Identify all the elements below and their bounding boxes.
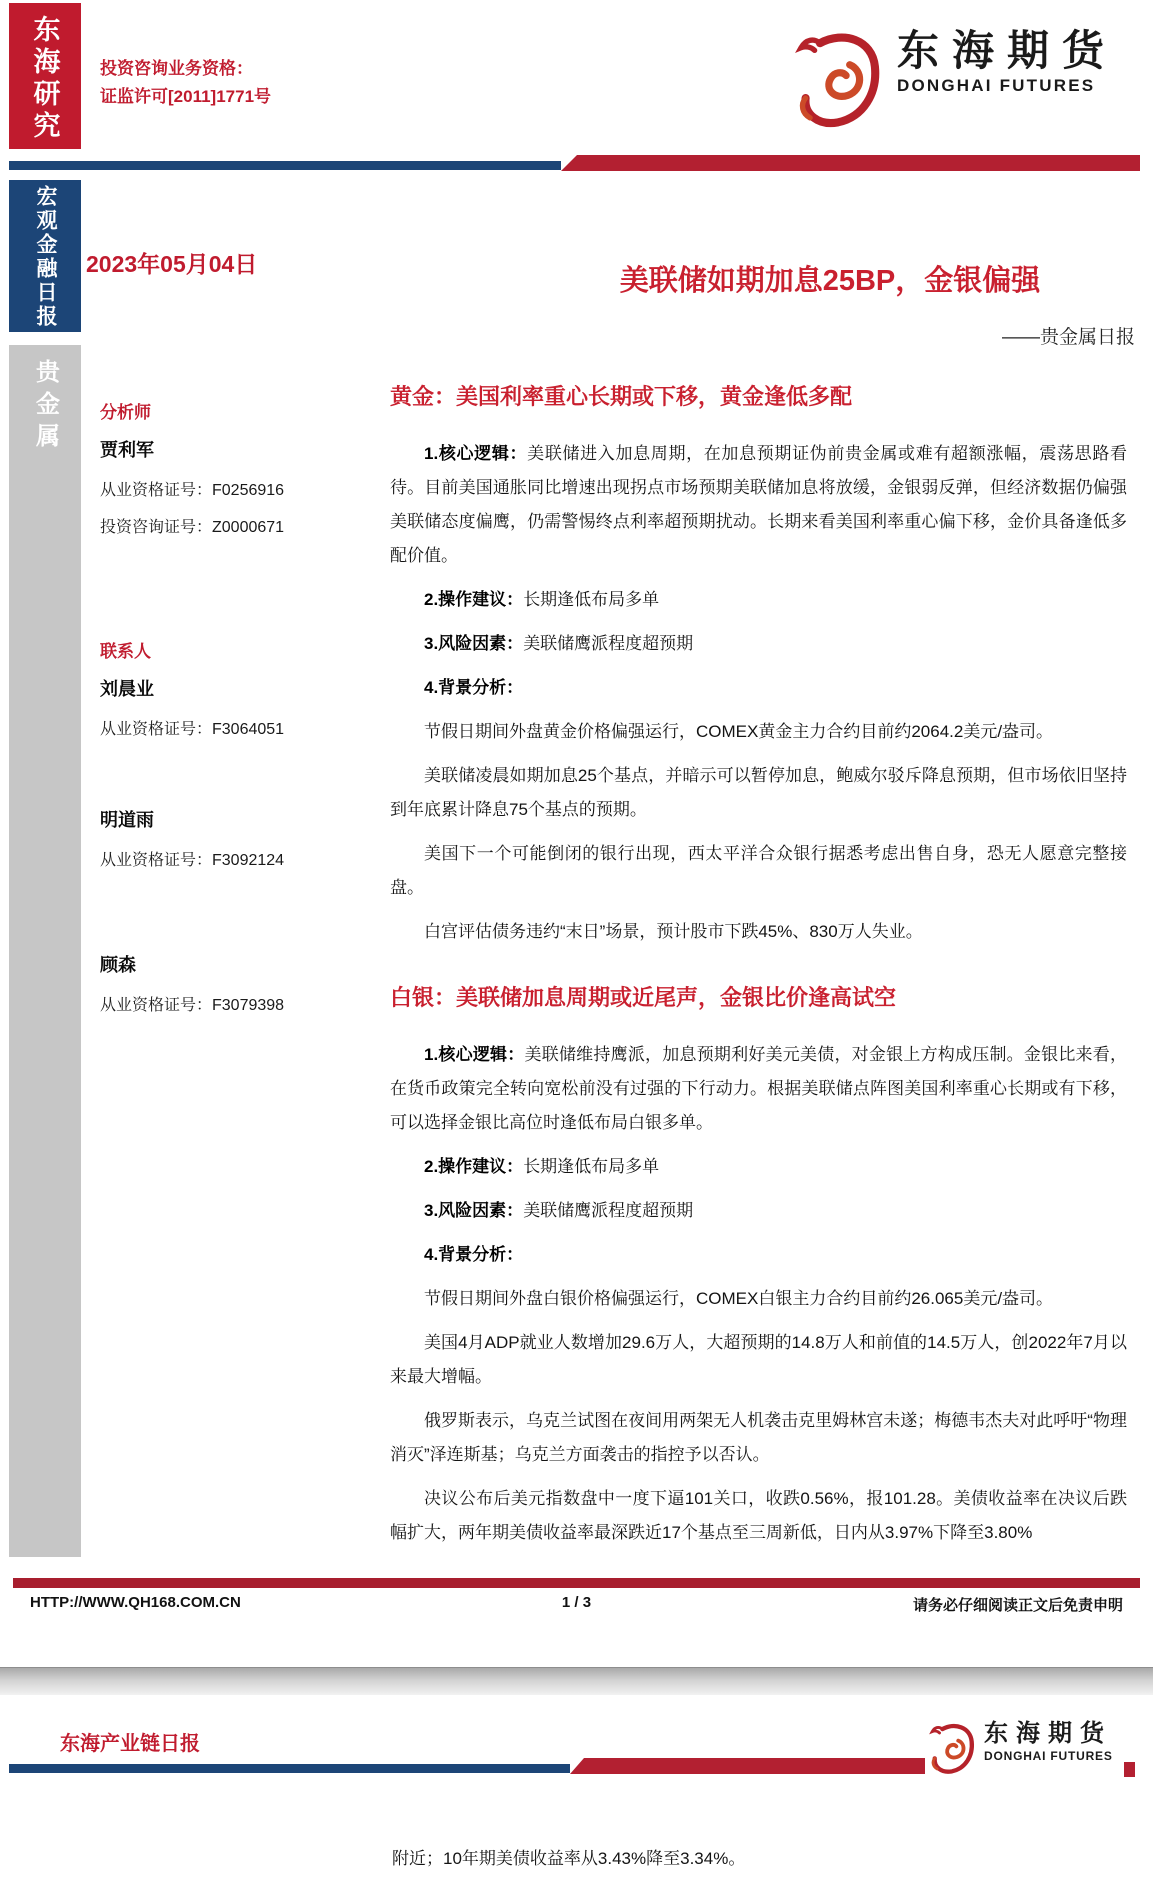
contact-name-0: 刘晨业 <box>100 679 154 699</box>
contact-name-2: 顾森 <box>100 955 136 975</box>
silver-core-logic-text: 美联储维持鹰派，加息预期利好美元美债，对金银上方构成压制。金银比来看，在货币政策完全转向宽松前没有过强的下行动力。根据美联储点阵图美国利率重心长期或有下移，可以选择金银比高位时逢低布局白银多单。 <box>390 1045 1127 1132</box>
gold-core-logic-text: 美联储进入加息周期，在加息预期证伪前贵金属或难有超额涨幅，震荡思路看待。目前美国通胀同比增速出现拐点市场预期美联储加息将放缓，金银弱反弹，但经济数据仍偏强美联储态度偏鹰，仍需警惕终点利率超预期扰动。长期来看美国利率重心偏下移，金价具备逢低多配价值。 <box>390 444 1127 565</box>
gold-section-heading: 黄金：美国利率重心长期或下移，黄金逢低多配 <box>390 384 853 409</box>
gold-risk-text: 美联储鹰派程度超预期 <box>523 634 694 653</box>
page2-continuation-text: 附近；10年期美债收益率从3.43%降至3.34%。 <box>392 1849 746 1868</box>
silver-background-para-3: 俄罗斯表示，乌克兰试图在夜间用两架无人机袭击克里姆林宫未遂；梅德韦杰夫对此呼吁“物理消灭”泽连斯基；乌克兰方面袭击的指控予以否认。 <box>390 1411 1127 1464</box>
silver-advice-text: 长期逢低布局多单 <box>523 1157 660 1176</box>
research-banner <box>9 3 81 149</box>
report-title: 美联储如期加息25BP，金银偏强 <box>619 265 1041 297</box>
footer <box>0 1594 1153 1618</box>
gold-risk <box>390 627 1127 661</box>
dragon-logo-icon <box>928 1720 976 1783</box>
silver-advice-label: 2.操作建议： <box>424 1157 524 1176</box>
silver-background-para-2: 美国4月ADP就业人数增加29.6万人，大超预期的14.8万人和前值的14.5万人，创2022年7月以来最大增幅。 <box>390 1333 1127 1386</box>
header-rule-red <box>561 155 1140 171</box>
gold-advice <box>390 583 1127 617</box>
gold-core-logic <box>390 437 1127 573</box>
analyst-cert-2: 投资咨询证号：Z0000671 <box>100 519 285 536</box>
gold-background-para-4: 白宫评估债务违约“末日”场景，预计股市下跌45%、830万人失业。 <box>424 922 923 941</box>
silver-core-logic-label: 1.核心逻辑： <box>424 1045 525 1064</box>
analyst-label: 分析师 <box>100 403 151 422</box>
gold-advice-label: 2.操作建议： <box>424 590 524 609</box>
silver-core-logic <box>390 1038 1127 1140</box>
silver-background-para-1: 节假日期间外盘白银价格偏强运行，COMEX白银主力合约目前约26.065美元/盎司。 <box>424 1289 1054 1308</box>
silver-background-label-row <box>390 1238 1127 1272</box>
page-number: 1 / 3 <box>561 1594 592 1611</box>
report-subtitle: ——贵金属日报 <box>1001 327 1135 348</box>
gold-advice-text: 长期逢低布局多单 <box>523 590 660 609</box>
logo-english-name: DONGHAI FUTURES <box>897 76 1096 96</box>
page2-rule-blue <box>9 1764 570 1773</box>
contact-block <box>100 951 385 1029</box>
category-banner-label: 宏观金融日报 <box>34 185 57 329</box>
logo-chinese-name: 东海期货 <box>897 27 1118 74</box>
company-logo-page2 <box>928 1720 1113 1783</box>
metal-banner <box>9 345 81 1557</box>
qualification-line1: 投资咨询业务资格： <box>100 59 253 78</box>
gold-core-logic-label: 1.核心逻辑： <box>424 444 528 463</box>
gold-background-para-1: 节假日期间外盘黄金价格偏强运行，COMEX黄金主力合约目前约2064.2美元/盎司。 <box>424 722 1054 741</box>
silver-background-para-4: 决议公布后美元指数盘中一度下逼101关口，收跌0.56%，报101.28。美债收益率在决议后跌幅扩大，两年期美债收益率最深跌近17个基点至三周新低，日内从3.97%下降至3.80% <box>390 1489 1127 1542</box>
contact-block <box>100 637 385 753</box>
contact-label: 联系人 <box>100 642 151 661</box>
analyst-name: 贾利军 <box>100 440 154 460</box>
page-separator <box>0 1667 1153 1695</box>
gold-background-label-row <box>390 671 1127 705</box>
page2-header-title: 东海产业链日报 <box>60 1733 200 1755</box>
page2-rule-end-tick <box>1124 1762 1135 1777</box>
research-banner-label: 东海研究 <box>29 15 60 143</box>
report-body <box>390 380 1127 1560</box>
analyst-block <box>100 398 385 551</box>
logo-english-name: DONGHAI FUTURES <box>984 1748 1113 1763</box>
contact-block <box>100 806 385 884</box>
gold-risk-label: 3.风险因素： <box>424 634 524 653</box>
page2-rule-red <box>570 1758 925 1774</box>
silver-risk-label: 3.风险因素： <box>424 1201 524 1220</box>
metal-banner-label: 贵金属 <box>31 359 59 455</box>
analyst-cert-1: 从业资格证号：F0256916 <box>100 482 285 499</box>
qualification-line2: 证监许可[2011]1771号 <box>100 87 272 106</box>
silver-advice <box>390 1150 1127 1184</box>
contact-cert-1: 从业资格证号：F3092124 <box>100 852 285 869</box>
dragon-logo-icon <box>793 28 883 138</box>
category-banner <box>9 180 81 332</box>
footer-rule <box>13 1578 1140 1588</box>
silver-background-label: 4.背景分析： <box>424 1245 524 1264</box>
contact-name-1: 明道雨 <box>100 810 154 830</box>
silver-risk <box>390 1194 1127 1228</box>
contact-cert-2: 从业资格证号：F3079398 <box>100 997 285 1014</box>
footer-website-link[interactable]: HTTP://WWW.QH168.COM.CN <box>30 1594 241 1611</box>
company-logo <box>793 28 1117 138</box>
gold-background-para-3: 美国下一个可能倒闭的银行出现，西太平洋合众银行据悉考虑出售自身，恐无人愿意完整接盘。 <box>390 844 1127 897</box>
contact-cert-0: 从业资格证号：F3064051 <box>100 721 285 738</box>
header-rule-blue <box>9 161 561 170</box>
qualification-notice <box>100 55 271 111</box>
gold-background-label: 4.背景分析： <box>424 678 524 697</box>
footer-disclaimer: 请务必仔细阅读正文后免责申明 <box>912 1597 1123 1614</box>
gold-background-para-2: 美联储凌晨如期加息25个基点，并暗示可以暂停加息，鲍威尔驳斥降息预期，但市场依旧坚持到年底累计降息75个基点的预期。 <box>390 766 1127 819</box>
report-date: 2023年05月04日 <box>86 251 258 277</box>
logo-chinese-name: 东海期货 <box>984 1720 1112 1747</box>
silver-risk-text: 美联储鹰派程度超预期 <box>523 1201 694 1220</box>
silver-section-heading: 白银：美联储加息周期或近尾声，金银比价逢高试空 <box>390 985 897 1010</box>
